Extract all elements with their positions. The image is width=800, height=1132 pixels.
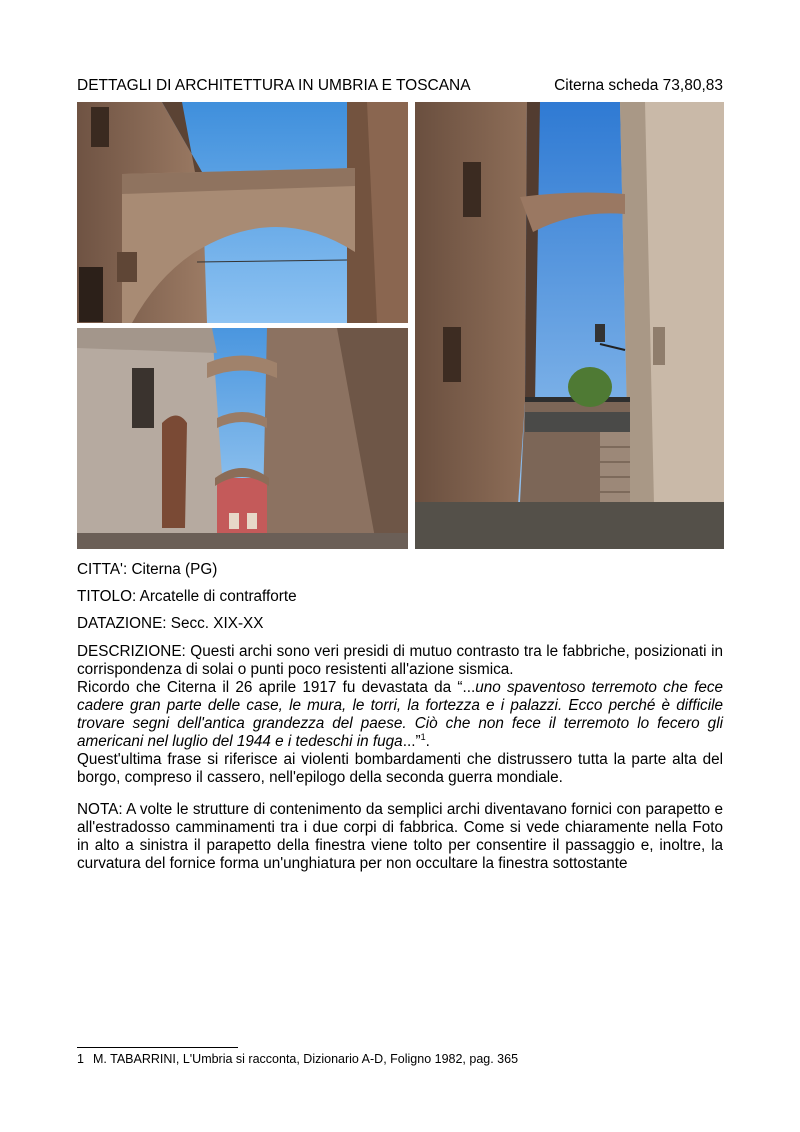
document-reference: Citerna scheda 73,80,83	[554, 77, 723, 94]
datazione-label: DATAZIONE:	[77, 615, 167, 632]
footnote-divider	[77, 1047, 238, 1048]
datazione-value: Secc. XIX-XX	[170, 615, 264, 632]
footnote-reference[interactable]: 1	[420, 732, 426, 742]
field-datazione	[77, 615, 723, 633]
description-intro: Questi archi sono veri presidi di mutuo contrasto tra le fabbriche, posizionati in corrispondenza di solai o punti poco resistenti all'azione sismica.	[77, 643, 723, 678]
photo-flying-arch-lamp	[415, 102, 724, 549]
note-label: NOTA:	[77, 801, 123, 818]
description-section	[77, 643, 723, 787]
quote-end: ...”	[402, 733, 421, 750]
citta-value: Citerna (PG)	[131, 561, 218, 578]
description-label: DESCRIZIONE:	[77, 643, 186, 660]
description-quote-paragraph	[77, 679, 723, 751]
document-title: DETTAGLI DI ARCHITETTURA IN UMBRIA E TOSCANA	[77, 77, 471, 94]
description-intro-paragraph	[77, 643, 723, 679]
photo-arch-top-left	[77, 102, 408, 323]
quote-lead: Ricordo che Citerna il 26 aprile 1917 fu devastata da “...	[77, 679, 476, 696]
description-closing: Quest'ultima frase si riferisce ai violenti bombardamenti che distrussero tutta la parte alta del borgo, compreso il cassero, nell'epilogo della seconda guerra mondiale.	[77, 751, 723, 786]
quote-tail: .	[425, 733, 430, 750]
quote-text: uno spaventoso terremoto che fece cadere gran parte delle case, le mura, le torri, la fortezza e i palazzi. Ecco perché è difficile trovare segni dell'antica grandezza del paese. Ciò che non fece il terremoto lo fecero gli americani nel luglio del 1944 e i tedeschi in fuga	[77, 679, 723, 750]
field-citta	[77, 561, 723, 579]
note-text: A volte le strutture di contenimento da semplici archi diventavano fornici con parapetto e all'estradosso camminamenti tra i due corpi di fabbrica. Come si vede chiaramente nella Foto in alto a sinistra il parapetto della finestra viene tolto per consentire il passaggio e, inoltre, la curvatura del fornice forma un'unghiatura per non occultare la finestra sottostante	[77, 801, 724, 872]
footnote-number: 1	[77, 1052, 84, 1066]
footnote-text: M. TABARRINI, L'Umbria si racconta, Dizionario A-D, Foligno 1982, pag. 365	[93, 1052, 519, 1066]
citta-label: CITTA':	[77, 561, 128, 578]
footnote	[77, 1052, 518, 1066]
field-titolo	[77, 588, 723, 606]
page-header	[77, 77, 723, 97]
photo-arches-street	[77, 328, 408, 549]
titolo-value: Arcatelle di contrafforte	[139, 588, 297, 605]
note-section	[77, 801, 723, 873]
titolo-label: TITOLO:	[77, 588, 137, 605]
